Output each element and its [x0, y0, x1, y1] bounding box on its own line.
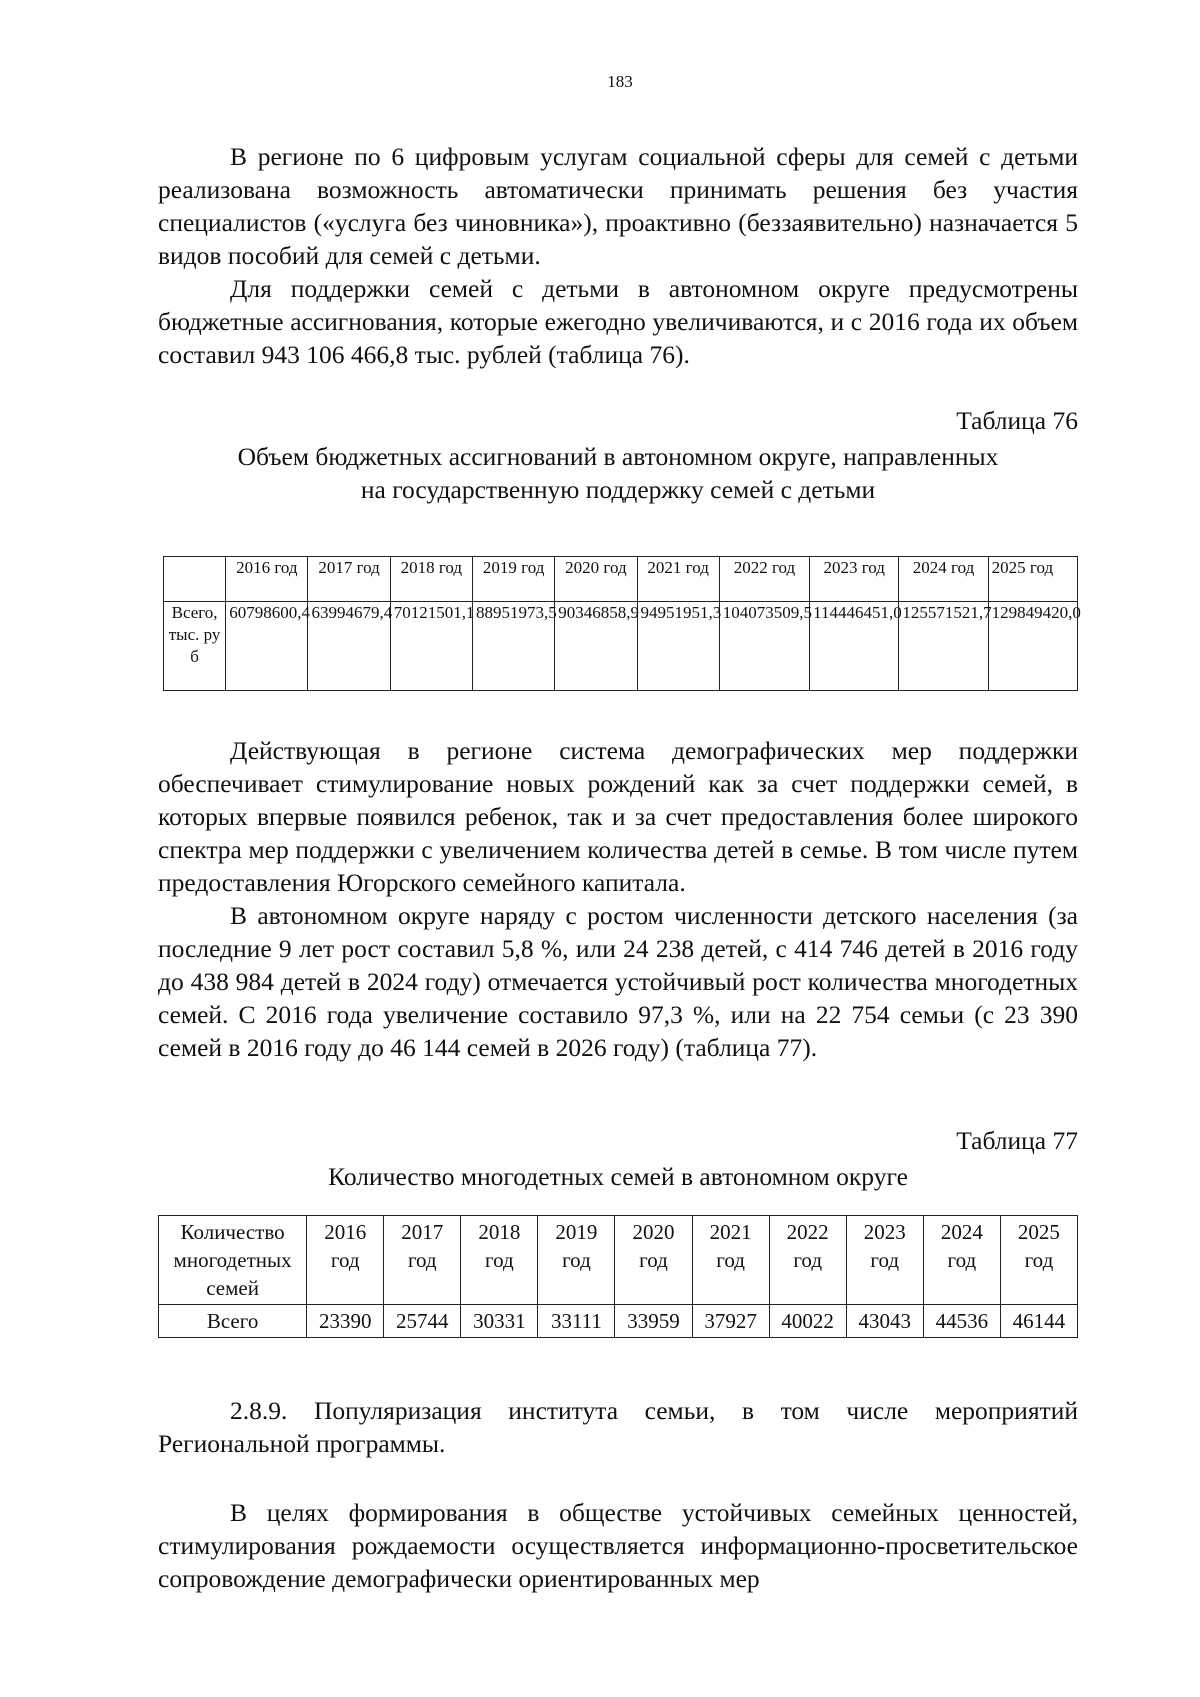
- table77-header-label: Количество многодетных семей: [159, 1216, 307, 1305]
- paragraph-family-values: В целях формирования в обществе устойчивых семейных ценностей, стимулирования рождаемости осуществляется информационно-просветительское сопровождение демографически ориентированных мер: [158, 1498, 1078, 1593]
- table77-year-cell: 2025 год: [1000, 1216, 1077, 1305]
- table77-value-cell: 33111: [538, 1305, 615, 1338]
- table76-value-cell: 114446451,0: [810, 602, 899, 691]
- paragraph-budget: Для поддержки семей с детьми в автономном округе предусмотрены бюджетные ассигнования, которые ежегодно увеличиваются, и с 2016 года их объем составил 943 106 466,8 тыс. рублей (таблица 76).: [158, 274, 1078, 369]
- table76-year-cell: 2018 год: [390, 557, 472, 602]
- table76-label: Таблица 76: [956, 406, 1078, 435]
- page-number: 183: [607, 72, 633, 91]
- table77-year-cell: 2023 год: [846, 1216, 923, 1305]
- table76-value-cell: 104073509,5: [719, 602, 809, 691]
- table76-value-cell: 60798600,4: [226, 602, 308, 691]
- table76-year-cell: 2017 год: [308, 557, 390, 602]
- table76-year-cell: 2024 год: [899, 557, 988, 602]
- table77-year-cell: 2018 год: [461, 1216, 538, 1305]
- table77-year-cell: 2024 год: [923, 1216, 1000, 1305]
- table77-value-cell: 37927: [692, 1305, 769, 1338]
- table77-header-row: [159, 1216, 1078, 1305]
- table77-value-cell: 46144: [1000, 1305, 1077, 1338]
- table77-label: Таблица 77: [956, 1126, 1078, 1155]
- table77-year-cell: 2016 год: [307, 1216, 384, 1305]
- table76-value-cell: 70121501,1: [390, 602, 472, 691]
- table76-value-cell: 90346858,9: [555, 602, 637, 691]
- table76: [163, 556, 1081, 691]
- table76-title-line2: на государственную поддержку семей с детьми: [360, 475, 876, 504]
- table76-row-label: Всего, тыс. руб: [164, 602, 226, 691]
- table76-year-cell: 2016 год: [226, 557, 308, 602]
- table77-value-cell: 44536: [923, 1305, 1000, 1338]
- table76-value-cell: 125571521,7: [899, 602, 988, 691]
- closing-section: [158, 1496, 1078, 1595]
- table77-row-label: Всего: [159, 1305, 307, 1338]
- paragraph-digital-services: В регионе по 6 цифровым услугам социальной сферы для семей с детьми реализована возможность автоматически принимать решения без участия специалистов («услуга без чиновника»), проактивно (беззаявительно) назначается 5 видов пособий для семей с детьми.: [158, 142, 1078, 270]
- table77-title: Количество многодетных семей в автономном округе: [328, 1162, 908, 1191]
- table77-value-cell: 23390: [307, 1305, 384, 1338]
- table76-corner-cell: [164, 557, 226, 602]
- table76-year-cell: 2023 год: [810, 557, 899, 602]
- table77-year-cell: 2021 год: [692, 1216, 769, 1305]
- table76-header-row: [164, 557, 1078, 602]
- table76-value-cell: 63994679,4: [308, 602, 390, 691]
- table76-year-cell: 2021 год: [637, 557, 719, 602]
- table76-value-cell: 94951951,3: [637, 602, 719, 691]
- table77-value-cell: 30331: [461, 1305, 538, 1338]
- table76-year-cell: 2019 год: [473, 557, 555, 602]
- table76-year-cell: 2020 год: [555, 557, 637, 602]
- table77-value-cell: 40022: [769, 1305, 846, 1338]
- table76-year-cell: 2025 год: [988, 557, 1077, 602]
- section-heading-block: [158, 1394, 1078, 1460]
- table76-title-line1: Объем бюджетных ассигнований в автономном округе, направленных: [237, 442, 999, 471]
- table77-value-cell: 33959: [615, 1305, 692, 1338]
- table77-year-cell: 2017 год: [384, 1216, 461, 1305]
- table76-total-row: [164, 602, 1078, 691]
- table77-year-cell: 2019 год: [538, 1216, 615, 1305]
- table77-total-row: [159, 1305, 1078, 1338]
- table76-value-cell: 129849420,0: [988, 602, 1077, 691]
- table77-year-cell: 2020 год: [615, 1216, 692, 1305]
- table77-year-cell: 2022 год: [769, 1216, 846, 1305]
- table76-title: [158, 440, 1078, 506]
- section-heading: 2.8.9. Популяризация института семьи, в том числе мероприятий Региональной программы.: [158, 1396, 1078, 1458]
- table77: [158, 1215, 1078, 1338]
- paragraph-demographic-measures: Действующая в регионе система демографических мер поддержки обеспечивает стимулирование новых рождений как за счет поддержки семей, в которых впервые появился ребенок, так и за счет предоставления более широкого спектра мер поддержки с увеличением количества детей в семье. В том числе путем предоставления Югорского семейного капитала.: [158, 736, 1078, 897]
- intro-section: [158, 140, 1078, 371]
- table76-value-cell: 88951973,5: [473, 602, 555, 691]
- table76-year-cell: 2022 год: [719, 557, 809, 602]
- paragraph-large-families: В автономном округе наряду с ростом численности детского населения (за последние 9 лет рост составил 5,8 %, или 24 238 детей, с 414 746 детей в 2016 году до 438 984 детей в 2024 году) отмечается устойчивый рост количества многодетных семей. С 2016 года увеличение составило 97,3 %, или на 22 754 семьи (с 23 390 семей в 2016 году до 46 144 семей в 2026 году) (таблица 77).: [158, 901, 1078, 1062]
- table77-value-cell: 25744: [384, 1305, 461, 1338]
- table77-value-cell: 43043: [846, 1305, 923, 1338]
- middle-section: [158, 734, 1078, 1064]
